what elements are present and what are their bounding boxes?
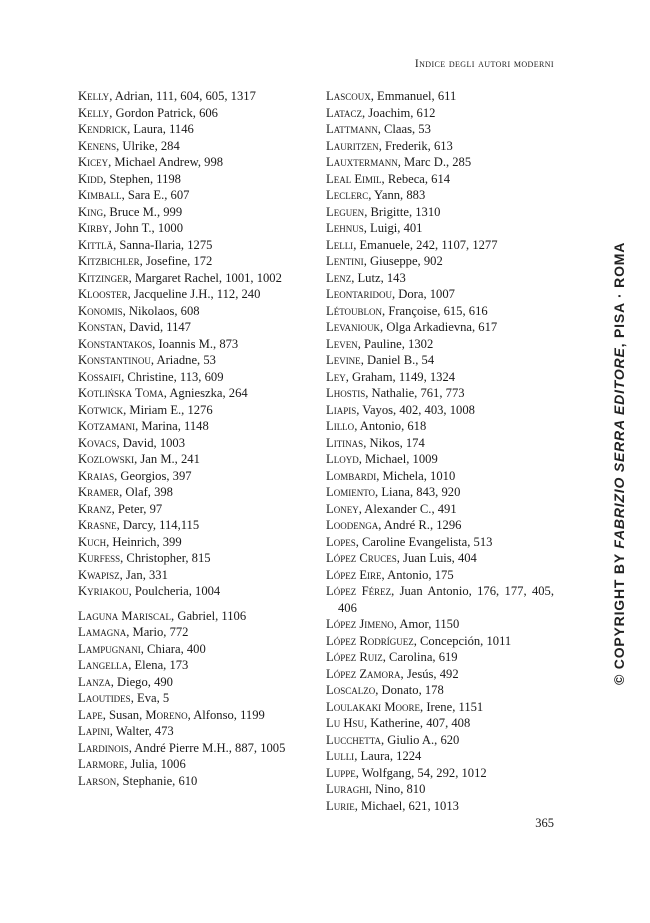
author-details: , Emanuele, 242, 1107, 1277 (353, 237, 498, 252)
author-surname: Larson (78, 773, 117, 788)
index-entry (326, 88, 554, 105)
author-surname: Kossaifi (78, 369, 122, 384)
index-entry (78, 121, 306, 138)
index-entry (326, 336, 554, 353)
author-surname: Levaniouk (326, 320, 381, 334)
author-surname: Kurfess (78, 551, 121, 565)
index-entry (78, 534, 306, 551)
index-entry (326, 781, 554, 798)
author-surname: Kittlä (78, 237, 114, 252)
index-entry (326, 154, 554, 171)
author-details: , Eva, 5 (130, 691, 170, 705)
index-entry (78, 484, 306, 501)
author-details: , Miriam E., 1276 (123, 402, 213, 417)
author-details: , Agnieszka, 264 (163, 386, 248, 400)
author-details: , Brigitte, 1310 (364, 204, 441, 219)
author-surname: Lloyd (326, 452, 359, 466)
index-entry (78, 674, 306, 691)
author-details: , Caroline Evangelista, 513 (355, 534, 493, 549)
author-surname: Liapis (326, 402, 357, 417)
author-details: , Nino, 810 (368, 782, 426, 796)
author-surname: King (78, 204, 104, 219)
author-details: , Laura, 1146 (127, 122, 194, 136)
index-entry (78, 319, 306, 336)
author-surname: Kyriakou (78, 584, 129, 598)
author-surname: Kelly (78, 105, 110, 120)
index-entry (326, 550, 554, 567)
author-surname: Lehnus (326, 221, 364, 235)
author-surname: Lauritzen (326, 138, 379, 153)
author-details: , André Pierre M.H., 887, 1005 (128, 740, 286, 755)
index-entry (78, 723, 306, 740)
author-details: , Julia, 1006 (124, 757, 186, 771)
index-entry (326, 253, 554, 270)
author-details: , Lutz, 143 (351, 270, 406, 285)
author-details: , Carolina, 619 (382, 650, 458, 664)
author-details: , Emmanuel, 611 (370, 89, 457, 103)
author-surname: Leal Eimil (326, 171, 382, 186)
author-surname: Laguna Mariscal (78, 608, 172, 623)
author-details: , Christopher, 815 (120, 551, 211, 565)
index-entry (326, 748, 554, 765)
index-entry (326, 138, 554, 155)
author-details: , John T., 1000 (108, 221, 184, 235)
author-surname: Kovacs (78, 435, 117, 450)
index-entry (78, 88, 306, 105)
author-details: , Gordon Patrick, 606 (109, 105, 218, 120)
index-entry (78, 352, 306, 369)
author-surname: Lamagna (78, 625, 127, 639)
author-surname: Kidd (78, 171, 104, 186)
index-entry (326, 451, 554, 468)
author-details: , Claas, 53 (377, 122, 431, 136)
author-surname: López Ruiz (326, 650, 383, 664)
author-details: , Michael, 621, 1013 (354, 798, 459, 813)
author-details: , Heinrich, 399 (106, 534, 182, 549)
index-entry (78, 171, 306, 188)
author-details: , Ioannis M., 873 (152, 336, 239, 351)
author-surname: Langella (78, 658, 129, 672)
author-details: , Darcy, 114,115 (116, 518, 200, 532)
author-surname: Litinas (326, 435, 364, 450)
author-surname: López Zamora (326, 666, 401, 681)
author-surname: Kirby (78, 221, 109, 235)
author-surname: Kotlińska Toma (78, 386, 164, 400)
author-surname: Kitzbichler (78, 254, 140, 268)
author-details: , Alfonso, 1199 (187, 707, 265, 722)
author-surname: Latacz (326, 105, 362, 120)
index-entry (326, 187, 554, 204)
index-entry (326, 616, 554, 633)
author-surname: Lelli (326, 237, 354, 252)
author-details: , Vayos, 402, 403, 1008 (356, 402, 475, 417)
author-surname: Konstantinou (78, 353, 151, 367)
index-entry (326, 385, 554, 402)
author-details: , Walter, 473 (109, 724, 174, 738)
index-entry (326, 715, 554, 732)
author-details: , Laura, 1224 (354, 749, 422, 763)
author-details: , Frederik, 613 (378, 138, 453, 153)
index-entry (78, 608, 306, 625)
index-entry (326, 270, 554, 287)
index-entry (326, 418, 554, 435)
author-details: , Marc D., 285 (397, 155, 472, 169)
author-surname: Lape (78, 707, 103, 722)
author-details: , Michela, 1010 (376, 468, 456, 483)
author-details: , Bruce M., 999 (103, 204, 183, 219)
author-details: , Giuseppe, 902 (363, 254, 443, 268)
author-details: , Luigi, 401 (363, 221, 423, 235)
author-details: , Jacqueline J.H., 112, 240 (127, 287, 261, 301)
author-surname: Lanza (78, 674, 111, 689)
author-details: , Elena, 173 (128, 658, 189, 672)
author-details: , Nikos, 174 (363, 435, 425, 450)
author-surname: Kimball (78, 188, 122, 202)
author-details: , Poulcheria, 1004 (128, 584, 221, 598)
author-surname: Kicey (78, 155, 109, 169)
author-details: , Amor, 1150 (393, 617, 460, 631)
index-entry (78, 517, 306, 534)
author-surname: López Férez (326, 584, 392, 598)
author-details: , Margaret Rachel, 1001, 1002 (128, 270, 282, 285)
index-entry (326, 435, 554, 452)
author-surname: Konstantakos (78, 336, 153, 351)
index-entry (78, 756, 306, 773)
author-surname: López Rodríguez (326, 633, 414, 648)
author-details: , Wolfgang, 54, 292, 1012 (355, 765, 487, 780)
index-entry (78, 624, 306, 641)
index-entry (326, 484, 554, 501)
author-surname: Kramer (78, 485, 120, 499)
author-surname: Ley (326, 369, 346, 384)
author-surname: Lopes (326, 534, 356, 549)
author-details: , Georgios, 397 (114, 468, 192, 483)
author-details: , Irene, 1151 (420, 699, 484, 714)
author-details: , Chiara, 400 (140, 641, 206, 656)
index-entry (78, 154, 306, 171)
author-surname: Kranz (78, 501, 112, 516)
author-surname: Loodenga (326, 518, 379, 532)
index-entry (326, 286, 554, 303)
index-entry (326, 121, 554, 138)
index-entry (326, 369, 554, 386)
author-details: , Alexander C., 491 (358, 501, 457, 516)
author-surname: Lomiento (326, 485, 376, 499)
author-details: , Nathalie, 761, 773 (365, 386, 465, 400)
index-entry (326, 105, 554, 122)
author-surname: Levine (326, 353, 361, 367)
author-surname: Létoublon (326, 303, 383, 318)
author-details: , Gabriel, 1106 (171, 608, 247, 623)
author-surname: Larmore (78, 757, 125, 771)
author-details: , Marina, 1148 (135, 419, 209, 433)
author-surname: Lenz (326, 270, 352, 285)
index-entry (78, 138, 306, 155)
author-surname: Laoutides (78, 691, 131, 705)
index-entry (326, 732, 554, 749)
index-entry (78, 385, 306, 402)
index-entry (326, 666, 554, 683)
author-surname: Leontaridou (326, 287, 392, 301)
index-entry (326, 319, 554, 336)
index-entry (326, 171, 554, 188)
author-surname: Lombardi (326, 468, 377, 483)
index-entry (78, 641, 306, 658)
author-details: , Peter, 97 (111, 501, 163, 516)
index-entry (78, 550, 306, 567)
index-column-right (326, 88, 554, 814)
author-surname: Kotzamani (78, 419, 136, 433)
author-surname: Krasne (78, 518, 117, 532)
author-surname: Lhostis (326, 386, 366, 400)
author-surname: Kendrick (78, 122, 128, 136)
author-surname: Luraghi (326, 782, 369, 796)
index-entry (326, 534, 554, 551)
author-details: , Diego, 490 (110, 674, 173, 689)
index-entry (78, 773, 306, 790)
index-column-left (78, 88, 306, 789)
author-details: , Nikolaos, 608 (122, 303, 200, 318)
author-details: , Antonio, 618 (354, 419, 427, 433)
index-entry (78, 253, 306, 270)
author-surname: Leven (326, 336, 358, 351)
index-entry (78, 567, 306, 584)
author-surname: Kwapisz (78, 567, 120, 582)
author-details: , Sara E., 607 (121, 188, 190, 202)
index-entry (326, 798, 554, 815)
index-entry (326, 352, 554, 369)
author-surname: Loney (326, 501, 359, 516)
author-details: , Dora, 1007 (391, 287, 455, 301)
index-entry (78, 435, 306, 452)
index-entry (78, 286, 306, 303)
author-details: , Françoise, 615, 616 (382, 303, 488, 318)
author-details: , Olaf, 398 (119, 485, 173, 499)
author-details: , Juan Antonio, 176, 177, 405, 406 (338, 584, 554, 615)
author-details: , Antonio, 175 (381, 567, 454, 582)
author-surname: Luppe (326, 765, 356, 780)
index-entry (78, 402, 306, 419)
index-entry (326, 468, 554, 485)
index-entry (78, 707, 306, 724)
author-details: , Joachim, 612 (361, 105, 436, 120)
author-details: , David, 1147 (122, 320, 191, 334)
author-surname: Moreno (145, 707, 188, 722)
author-details: , Rebeca, 614 (381, 171, 451, 186)
author-surname: Konomis (78, 303, 123, 318)
copyright-publisher: FABRIZIO SERRA EDITORE (611, 347, 627, 549)
index-entry (78, 690, 306, 707)
author-surname: Kelly (78, 89, 110, 103)
author-details: , Juan Luis, 404 (396, 551, 477, 565)
index-entry (326, 204, 554, 221)
author-surname: Lascoux (326, 89, 371, 103)
running-header: Indice degli autori moderni (414, 58, 554, 70)
author-details: , David, 1003 (116, 435, 186, 450)
index-entry (326, 682, 554, 699)
author-details: , Yann, 883 (368, 188, 426, 202)
author-surname: Lampugnani (78, 641, 141, 656)
author-details: , Jan M., 241 (134, 452, 200, 466)
author-surname: Leclerc (326, 188, 369, 202)
author-surname: Lulli (326, 749, 355, 763)
index-entry (326, 567, 554, 584)
author-surname: Loscalzo (326, 683, 376, 697)
author-surname: Lapini (78, 724, 110, 738)
author-details: , André R., 1296 (378, 518, 462, 532)
index-entry (78, 418, 306, 435)
author-surname: Klooster (78, 287, 128, 301)
index-entry (326, 765, 554, 782)
author-details: , Susan, (102, 707, 146, 722)
author-details: , Jan, 331 (119, 567, 168, 582)
index-entry (78, 583, 306, 600)
author-details: , Liana, 843, 920 (375, 485, 461, 499)
author-details: , Pauline, 1302 (357, 336, 434, 351)
author-surname: Lurie (326, 798, 355, 813)
index-entry (78, 187, 306, 204)
index-entry (78, 657, 306, 674)
author-details: , Graham, 1149, 1324 (345, 369, 456, 384)
author-surname: Lattmann (326, 122, 378, 136)
author-details: , Michael Andrew, 998 (108, 155, 224, 169)
index-entry (78, 204, 306, 221)
author-details: , Stephen, 1198 (103, 171, 181, 186)
author-surname: Lentini (326, 254, 364, 268)
author-surname: López Cruces (326, 551, 397, 565)
copyright-notice (611, 242, 627, 685)
author-details: , Giulio A., 620 (380, 732, 460, 747)
index-entry (78, 303, 306, 320)
author-details: , Katherine, 407, 408 (363, 716, 471, 730)
author-surname: López Jimeno (326, 617, 394, 631)
copyright-prefix: © COPYRIGHT BY (611, 553, 627, 685)
index-entry (326, 303, 554, 320)
copyright-suffix: , PISA · ROMA (611, 241, 627, 348)
index-entry (78, 501, 306, 518)
index-entry (78, 105, 306, 122)
author-details: , Ulrike, 284 (116, 138, 180, 153)
author-details: , Christine, 113, 609 (121, 369, 224, 384)
index-entry (78, 336, 306, 353)
index-entry (326, 501, 554, 518)
author-surname: Lauxtermann (326, 155, 398, 169)
author-details: , Josefine, 172 (139, 254, 213, 268)
page-number: 365 (535, 816, 554, 830)
index-entry (78, 369, 306, 386)
index-entry (78, 237, 306, 254)
author-details: , Mario, 772 (126, 625, 189, 639)
index-entry (78, 220, 306, 237)
index-entry (326, 699, 554, 716)
author-surname: Konstan (78, 320, 123, 334)
author-surname: Kozlowski (78, 452, 135, 466)
author-details: , Daniel B., 54 (360, 353, 435, 367)
author-details: , Concepción, 1011 (413, 633, 512, 648)
author-surname: Leguen (326, 204, 365, 219)
author-surname: Lardinois (78, 740, 129, 755)
index-entry (78, 740, 306, 757)
author-surname: Kuch (78, 534, 107, 549)
author-surname: Kitzinger (78, 270, 129, 285)
author-surname: Loulakaki Moore (326, 699, 421, 714)
author-surname: Kotwick (78, 402, 124, 417)
author-surname: Kraias (78, 468, 115, 483)
index-entry (78, 270, 306, 287)
index-entry (326, 583, 554, 616)
author-surname: López Eire (326, 567, 382, 582)
index-entry (78, 468, 306, 485)
index-entry (326, 237, 554, 254)
author-details: , Olga Arkadievna, 617 (380, 320, 498, 334)
index-entry (78, 451, 306, 468)
author-details: , Jesús, 492 (400, 666, 459, 681)
author-details: , Adrian, 111, 604, 605, 1317 (109, 89, 256, 103)
author-surname: Lu Hsu (326, 716, 364, 730)
index-entry (326, 220, 554, 237)
author-details: , Sanna-Ilaria, 1275 (113, 237, 213, 252)
author-surname: Lillo (326, 419, 355, 433)
author-details: , Ariadne, 53 (150, 353, 216, 367)
author-surname: Kenens (78, 138, 117, 153)
index-entry (326, 402, 554, 419)
index-entry (326, 517, 554, 534)
author-surname: Lucchetta (326, 732, 381, 747)
index-entry (326, 633, 554, 650)
index-entry (326, 649, 554, 666)
author-details: , Stephanie, 610 (116, 773, 198, 788)
author-details: , Michael, 1009 (358, 452, 438, 466)
author-details: , Donato, 178 (375, 683, 444, 697)
